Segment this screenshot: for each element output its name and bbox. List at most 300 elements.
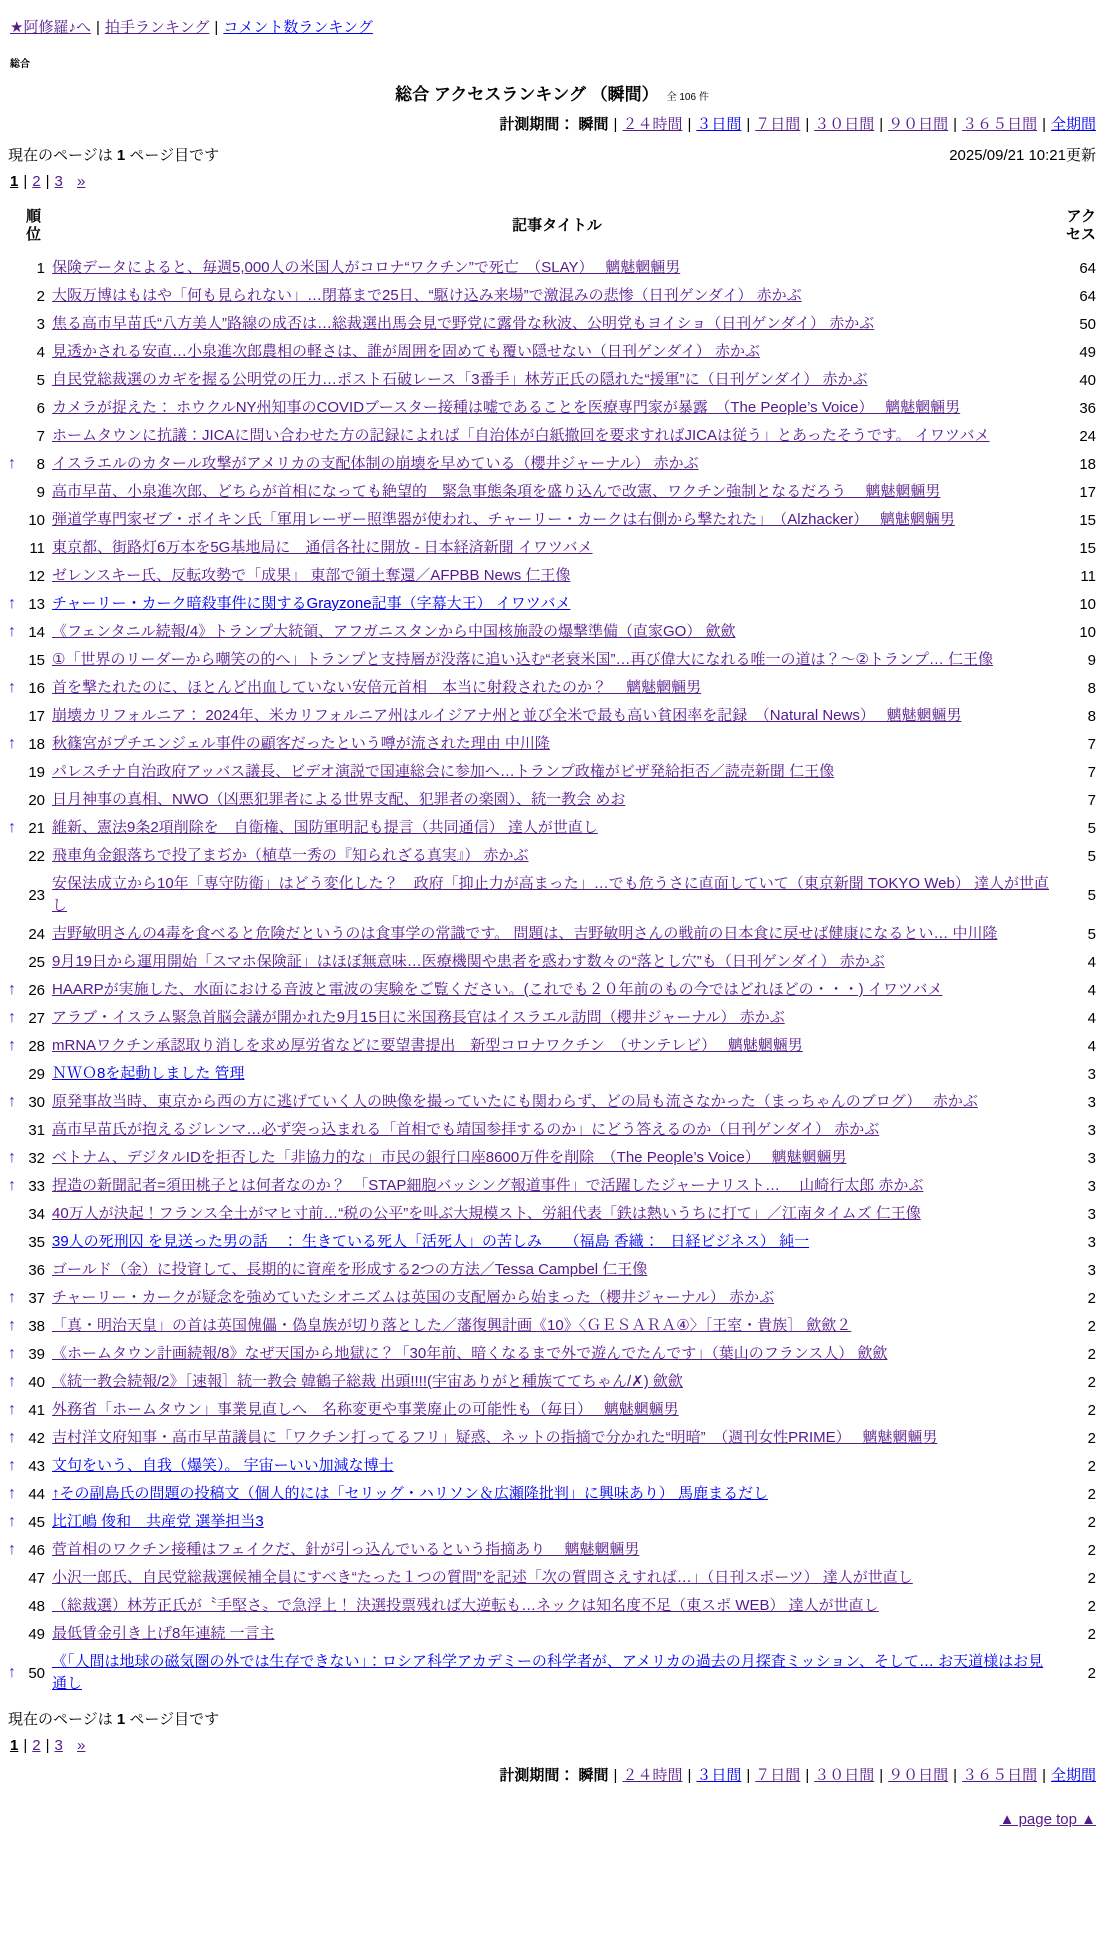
access-count: 24 [1079,427,1096,445]
rank-up-cell [8,786,26,814]
article-link[interactable]: ゴールド（金）に投資して、長期的に資産を形成する2つの方法／Tessa Campbel 仁王像 [52,1261,648,1278]
article-link[interactable]: 飛車角金銀落ちで投了まぢか（植草一秀の『知られざる真実』） 赤かぶ [52,847,529,864]
access-count: 2 [1087,1664,1096,1682]
access-count: 3 [1087,1261,1096,1279]
page-heading [8,80,1096,105]
separator [68,1737,72,1754]
ranking-row [8,1004,1096,1032]
pagination-top [10,173,1096,190]
article-link[interactable]: ＮＷＯ8を起動しました 管理 [52,1065,245,1082]
separator [68,173,72,190]
rank-up-cell [8,254,26,282]
rank-up-cell [8,1508,26,1536]
rank-up-cell [8,1060,26,1088]
ranking-row [8,758,1096,786]
page-status-bottom [8,1708,1096,1729]
rank-number: 31 [28,1121,45,1139]
article-link[interactable]: ベトナム、デジタルIDを拒否した「非協力的な」市民の銀行口座8600万件を削除 （The People’s Voice） 魑魅魍魎男 [52,1149,847,1166]
access-count: 2 [1087,1597,1096,1615]
rank-up-cell [8,948,26,976]
ranking-row [8,394,1096,422]
nav-link[interactable]: 拍手ランキング [104,19,210,36]
article-title-cell [52,976,1062,1004]
rank-up-cell [8,1424,26,1452]
article-title-cell [52,870,1062,920]
rank-up-cell [8,1004,26,1032]
rank-up-cell [8,1648,26,1698]
period-link[interactable]: ３日間 [696,116,742,133]
article-link[interactable]: 弾道学専門家ゼブ・ボイキン氏「軍用レーザー照準器が使われ、チャーリー・カークは右側から撃たれた」 （Alzhacker） 魑魅魍魎男 [52,511,955,528]
article-title-cell [52,1592,1062,1620]
nav-link[interactable]: ★阿修羅♪へ [10,19,91,36]
up-arrow-icon: ↑ [8,1401,16,1418]
ranking-row [8,730,1096,758]
arrow-column-spacer [8,200,26,254]
period-link[interactable]: ７日間 [755,116,801,133]
article-title-cell [52,1564,1062,1592]
article-link[interactable]: 日月神事の真相、NWO（凶悪犯罪者による世界支配、犯罪者の楽園）、統一教会 めお [52,791,626,808]
separator: | [746,1767,751,1784]
rank-up-cell [8,1368,26,1396]
access-count: 7 [1087,791,1096,809]
rank-up-cell [8,1200,26,1228]
rank-number: 46 [28,1541,45,1559]
article-title-cell [52,534,1062,562]
access-count: 3 [1087,1177,1096,1195]
up-arrow-icon: ↑ [8,595,16,612]
nav-link[interactable]: コメント数ランキング [223,19,373,36]
rank-number: 17 [28,707,45,725]
article-title-cell [52,562,1062,590]
article-link[interactable]: 大阪万博はもはや「何も見られない」…閉幕まで25日、“駆け込み来場”で激混みの悲惨（日刊ゲンダイ） 赤かぶ [52,287,802,304]
article-title-cell [52,1256,1062,1284]
period-link[interactable]: ３日間 [696,1767,742,1784]
article-title-cell [52,338,1062,366]
rank-up-cell [8,1536,26,1564]
ranking-row [8,842,1096,870]
pagination-current-page: 1 [10,1737,19,1754]
article-link[interactable]: 秋篠宮がプチエンジェル事件の顧客だったという噂が流された理由 中川隆 [52,735,550,752]
rank-number: 26 [28,981,45,999]
ranking-row [8,1396,1096,1424]
article-link[interactable]: 比江嶋 俊和 共産党 選挙担当3 [52,1513,264,1530]
up-arrow-icon: ↑ [8,1373,16,1390]
period-link[interactable]: ３０日間 [814,1767,875,1784]
article-link[interactable]: 《フェンタニル続報/4》トランプ大統領、アフガニスタンから中国核施設の爆撃準備（直家GO） 歛歛 [52,623,736,640]
pagination-page-link[interactable]: 3 [54,173,63,190]
separator: | [613,1767,618,1784]
access-count: 2 [1087,1345,1096,1363]
separator: | [45,1737,50,1754]
article-title-cell [52,1144,1062,1172]
access-count: 49 [1079,343,1096,361]
access-count: 5 [1087,847,1096,865]
separator: | [23,1737,28,1754]
separator: | [805,1767,810,1784]
article-title-cell [52,1116,1062,1144]
access-count: 40 [1079,371,1096,389]
page-title: 総合 アクセスランキング （瞬間） [395,85,659,104]
article-title-cell [52,842,1062,870]
access-count: 2 [1087,1401,1096,1419]
article-link[interactable]: 焦る高市早苗氏“八方美人”路線の成否は…総裁選出馬会見で野党に露骨な秋波、公明党もヨイショ（日刊ゲンダイ） 赤かぶ [52,315,875,332]
rank-up-cell [8,506,26,534]
article-link[interactable]: 安保法成立から10年「専守防衛」はどう変化した？ 政府「抑止力が高まった」…でも危うさに直面していて（東京新聞 TOKYO Web） 達人が世直し [52,875,1050,914]
access-count: 15 [1079,539,1096,557]
article-link[interactable]: パレスチナ自治政府アッバス議長、ビデオ演説で国連総会に参加へ…トランプ政権がビザ発給拒否／読売新聞 仁王像 [52,763,835,780]
ranking-row [8,1312,1096,1340]
access-count: 4 [1087,1009,1096,1027]
ranking-row [8,1088,1096,1116]
article-link[interactable]: 《統一教会続報/2》［速報］統一教会 韓鶴子総裁 出頭!!!!(宇宙ありがと種族ててちゃん/✗) 歛歛 [52,1373,683,1390]
ranking-row [8,1116,1096,1144]
ranking-row [8,506,1096,534]
article-title-cell [52,646,1062,674]
article-title-cell [52,1396,1062,1424]
article-title-cell [52,1340,1062,1368]
article-title-cell [52,618,1062,646]
rank-up-cell [8,1256,26,1284]
rank-number: 45 [28,1513,45,1531]
rank-number: 49 [28,1625,45,1643]
rank-up-cell [8,870,26,920]
page-top-link[interactable]: ▲ page top ▲ [999,1811,1096,1828]
separator: | [687,116,692,133]
up-arrow-icon: ↑ [8,1289,16,1306]
article-title-cell [52,674,1062,702]
rank-number: 22 [28,847,45,865]
article-title-cell [52,366,1062,394]
period-bar-top [8,113,1096,134]
access-count: 64 [1079,259,1096,277]
rank-up-cell [8,1480,26,1508]
article-link[interactable]: 菅首相のワクチン接種はフェイクだ、針が引っ込んでいるという指摘あり 魑魅魍魎男 [52,1541,640,1558]
article-title-cell [52,1536,1062,1564]
article-title-cell [52,1004,1062,1032]
ranking-row [8,562,1096,590]
ranking-row [8,254,1096,282]
rank-number: 20 [28,791,45,809]
article-link[interactable]: 文句をいう、自我（爆笑）。 宇宙ーいい加減な博士 [52,1457,394,1474]
up-arrow-icon: ↑ [8,1429,16,1446]
article-title-cell [52,450,1062,478]
pagination-next-link[interactable]: » [77,173,86,190]
ranking-row [8,1032,1096,1060]
ranking-table [8,200,1096,1698]
rank-up-cell [8,618,26,646]
article-title-cell [52,1284,1062,1312]
rank-number: 4 [36,343,45,361]
article-title-cell [52,590,1062,618]
access-count: 50 [1079,315,1096,333]
ranking-row [8,1592,1096,1620]
article-link[interactable]: イスラエルのカタール攻撃がアメリカの支配体制の崩壊を早めている（櫻井ジャーナル） 赤かぶ [52,455,699,472]
article-title-cell [52,1508,1062,1536]
rank-number: 14 [28,623,45,641]
up-arrow-icon: ↑ [8,1513,16,1530]
ranking-row [8,1564,1096,1592]
article-title-cell [52,1032,1062,1060]
rank-number: 32 [28,1149,45,1167]
rank-number: 3 [36,315,45,333]
ranking-row [8,282,1096,310]
rank-number: 1 [36,259,45,277]
up-arrow-icon: ↑ [8,1485,16,1502]
article-link[interactable]: 高市早苗氏が抱えるジレンマ…必ず突っ込まれる「首相でも靖国参拝するのか」にどう答えるのか（日刊ゲンダイ） 赤かぶ [52,1121,880,1138]
separator: | [1042,116,1046,133]
ranking-row [8,366,1096,394]
pagination-next-link[interactable]: » [77,1737,86,1754]
article-link[interactable]: 捏造の新聞記者=須田桃子とは何者なのか？ 「STAP細胞バッシング報道事件」で活躍したジャーナリスト… 山崎行太郎 赤かぶ [52,1177,924,1194]
rank-number: 41 [28,1401,45,1419]
up-arrow-icon: ↑ [8,1541,16,1558]
article-link[interactable]: ゼレンスキー氏、反転攻勢で「成果」 東部で領土奪還／AFPBB News 仁王像 [52,567,571,584]
rank-number: 38 [28,1317,45,1335]
access-count: 7 [1087,735,1096,753]
up-arrow-icon: ↑ [8,623,16,640]
article-link[interactable]: ↑その副島氏の問題の投稿文（個人的には「セリッグ・ハリソン＆広瀬隆批判」に興味あり） 馬鹿まるだし [52,1485,769,1502]
rank-up-cell [8,1116,26,1144]
rank-up-cell [8,976,26,1004]
period-label: 計測期間： [499,1767,579,1784]
access-count: 2 [1087,1457,1096,1475]
ranking-row [8,1480,1096,1508]
pagination-current-page: 1 [10,173,19,190]
ranking-row [8,1200,1096,1228]
ranking-row [8,976,1096,1004]
separator: | [45,173,50,190]
article-link[interactable]: 小沢一郎氏、自民党総裁選候補全員にすべき“たった１つの質問”を記述「次の質問さえすれば…」（日刊スポーツ） 達人が世直し [52,1569,913,1586]
article-link[interactable]: 自民党総裁選のカギを握る公明党の圧力…ポスト石破レース「3番手」林芳正氏の隠れた“援軍”に（日刊ゲンダイ） 赤かぶ [52,371,868,388]
access-count: 3 [1087,1149,1096,1167]
rank-up-cell [8,394,26,422]
rank-up-cell [8,730,26,758]
article-link[interactable]: 吉野敏明さんの4毒を食べると危険だというのは食事学の常識です。 問題は、吉野敏明さんの戦前の日本食に戻せば健康になるとい… 中川隆 [52,925,998,942]
rank-number: 16 [28,679,45,697]
article-title-cell [52,254,1062,282]
rank-number: 8 [36,455,45,473]
article-title-cell [52,1200,1062,1228]
ranking-row [8,870,1096,920]
ranking-row [8,422,1096,450]
article-link[interactable]: ホームタウンに抗議：JICAに問い合わせた方の記録によれば「自治体が白紙撤回を要求すればJICAは従う」とあったそうです。 イワツバメ [52,427,990,444]
article-title-cell [52,702,1062,730]
access-count: 3 [1087,1233,1096,1251]
pagination-page-link[interactable]: 3 [54,1737,63,1754]
period-link[interactable]: ３６５日間 [962,1767,1038,1784]
article-link[interactable]: HAARPが実施した、水面における音波と電波の実験をご覧ください。(これでも２０年前のもの今ではどれほどの・・・) イワツバメ [52,981,943,998]
ranking-row [8,702,1096,730]
period-link[interactable]: 全期間 [1050,1767,1096,1784]
article-link[interactable]: 高市早苗、小泉進次郎、どちらが首相になっても絶望的 緊急事態条項を盛り込んで改憲、ワクチン強制となるだろう 魑魅魍魎男 [52,483,941,500]
access-count: 3 [1087,1065,1096,1083]
article-link[interactable]: 見透かされる安直…小泉進次郎農相の軽さは、誰が周囲を固めても覆い隠せない（日刊ゲンダイ） 赤かぶ [52,343,760,360]
access-count: 9 [1087,651,1096,669]
rank-number: 29 [28,1065,45,1083]
period-label: 計測期間： [499,116,579,133]
ranking-row [8,1508,1096,1536]
up-arrow-icon: ↑ [8,735,16,752]
access-count: 4 [1087,953,1096,971]
article-link[interactable]: 首を撃たれたのに、ほとんど出血していない安倍元首相 本当に射殺されたのか？ 魑魅魍魎男 [52,679,702,696]
pagination-page-link[interactable]: 2 [32,173,41,190]
article-title-cell [52,1172,1062,1200]
article-title-cell [52,948,1062,976]
period-link[interactable]: ９０日間 [888,1767,949,1784]
article-link[interactable]: mRNAワクチン承認取り消しを求め厚労省などに要望書提出 新型コロナワクチン （サンテレビ） 魑魅魍魎男 [52,1037,803,1054]
rank-number: 15 [28,651,45,669]
rank-number: 36 [28,1261,45,1279]
rank-number: 48 [28,1597,45,1615]
up-arrow-icon: ↑ [8,981,16,998]
article-title-cell [52,1312,1062,1340]
article-title-cell [52,1088,1062,1116]
access-count: 3 [1087,1093,1096,1111]
rank-up-cell [8,814,26,842]
rank-number: 21 [28,819,45,837]
period-link[interactable]: ７日間 [755,1767,801,1784]
ranking-row [8,674,1096,702]
article-link[interactable]: 保険データによると、毎週5,000人の米国人がコロナ“ワクチン”で死亡 （SLAY） 魑魅魍魎男 [52,259,681,276]
pagination-page-link[interactable]: 2 [32,1737,41,1754]
access-count: 18 [1079,455,1096,473]
separator: | [879,1767,884,1784]
period-link[interactable]: ２４時間 [622,1767,683,1784]
ranking-row [8,534,1096,562]
article-link[interactable]: チャーリー・カークが疑念を強めていたシオニズムは英国の支配層から始まった（櫻井ジャーナル） 赤かぶ [52,1289,775,1306]
rank-up-cell [8,1088,26,1116]
access-count: 10 [1079,623,1096,641]
rank-number: 25 [28,953,45,971]
rank-up-cell [8,1340,26,1368]
period-link[interactable]: 全期間 [1050,116,1096,133]
access-count: 8 [1087,679,1096,697]
rank-number: 28 [28,1037,45,1055]
period-current: 瞬間 [578,1767,609,1784]
rank-up-cell [8,842,26,870]
ranking-row [8,310,1096,338]
article-title-cell [52,814,1062,842]
period-current: 瞬間 [578,116,609,133]
rank-number: 7 [36,427,45,445]
pagination-bottom [10,1737,1096,1754]
article-link[interactable]: 東京都、街路灯6万本を5G基地局に 通信各社に開放 - 日本経済新聞 イワツバメ [52,539,593,556]
ranking-row [8,1452,1096,1480]
up-arrow-icon: ↑ [8,1009,16,1026]
separator: | [1042,1767,1046,1784]
access-count: 2 [1087,1569,1096,1587]
article-link[interactable]: カメラが捉えた： ホウクルNY州知事のCOVIDブースター接種は嘘であることを医療専門家が暴露 （The People’s Voice） 魑魅魍魎男 [52,399,961,416]
rank-up-cell [8,366,26,394]
rank-number: 33 [28,1177,45,1195]
period-link[interactable]: ２４時間 [622,116,683,133]
article-link[interactable]: 《ホームタウン計画続報/8》なぜ天国から地獄に？「30年前、暗くなるまで外で遊んでたんです」（葉山のフランス人） 歛歛 [52,1345,888,1362]
ranking-row [8,920,1096,948]
access-count: 8 [1087,707,1096,725]
rank-up-cell [8,1396,26,1424]
ranking-row [8,1536,1096,1564]
rank-number: 34 [28,1205,45,1223]
article-link[interactable]: 《「人間は地球の磁気圏の外では生存できない」：ロシア科学アカデミーの科学者が、アメリカの過去の月探査ミッション、そして… お天道様はお見通し [52,1653,1044,1692]
article-link[interactable]: チャーリー・カーク暗殺事件に関するGrayzone記事（字幕大王） イワツバメ [52,595,571,612]
up-arrow-icon: ↑ [8,1149,16,1166]
article-link[interactable]: 9月19日から運用開始「スマホ保険証」はほぼ無意味…医療機関や患者を惑わす数々の“落とし穴”も（日刊ゲンダイ） 赤かぶ [52,953,885,970]
article-link[interactable]: 維新、憲法9条2項削除を 自衛権、国防軍明記も提言（共同通信） 達人が世直し [52,819,598,836]
article-link[interactable]: 吉村洋文府知事・高市早苗議員に「ワクチン打ってるフリ」疑惑、ネットの指摘で分かれた“明暗” （週刊女性PRIME） 魑魅魍魎男 [52,1429,938,1446]
rank-number: 24 [28,925,45,943]
article-link[interactable]: アラブ・イスラム緊急首脳会議が開かれた9月15日に米国務長官はイスラエル訪問（櫻井ジャーナル） 赤かぶ [52,1009,785,1026]
access-count: 4 [1087,981,1096,999]
page-status-number: 1 [116,147,126,164]
rank-up-cell [8,702,26,730]
access-count: 2 [1087,1289,1096,1307]
period-link[interactable]: ９０日間 [888,116,949,133]
status-row [8,144,1096,165]
article-link[interactable]: 崩壊カリフォルニア： 2024年、米カリフォルニア州はルイジアナ州と並び全米で最も高い貧困率を記録 （Natural News） 魑魅魍魎男 [52,707,962,724]
column-header-rank: 順位 [26,208,42,243]
page-status-prefix: 現在のページは [8,147,117,164]
article-link[interactable]: ①「世界のリーダーから嘲笑の的へ」トランプと支持層が没落に追い込む“老衰米国”…再び偉大になれる唯一の道は？～②トランプ… 仁王像 [52,651,994,668]
up-arrow-icon: ↑ [8,1317,16,1334]
access-count: 11 [1080,567,1096,585]
article-title-cell [52,1424,1062,1452]
separator: | [805,116,810,133]
access-count: 36 [1079,399,1096,417]
ranking-row [8,618,1096,646]
ranking-row [8,814,1096,842]
access-count: 17 [1079,483,1096,501]
rank-number: 23 [28,886,45,904]
up-arrow-icon: ↑ [8,1457,16,1474]
rank-number: 47 [28,1569,45,1587]
article-link[interactable]: （総裁選）林芳正氏が〝手堅さ〟で急浮上！ 決選投票残れば大逆転も…ネックは知名度不足（東スポ WEB） 達人が世直し [52,1597,879,1614]
separator: | [214,19,219,36]
article-link[interactable]: 最低賃金引き上げ8年連続 一言主 [52,1625,275,1642]
article-title-cell [52,282,1062,310]
article-link[interactable]: 39人の死刑囚 を見送った男の話 ： 生きている死人「活死人」の苦しみ （福島 香織 ： 日経ビジネス） 純一 [52,1233,810,1250]
access-count: 64 [1079,287,1096,305]
article-title-cell [52,422,1062,450]
access-count: 2 [1087,1373,1096,1391]
rank-up-cell [8,450,26,478]
up-arrow-icon: ↑ [8,455,16,472]
separator: | [687,1767,692,1784]
article-link[interactable]: 40万人が決起！フランス全土がマヒ寸前…“税の公平”を叫ぶ大規模スト、労組代表「鉄は熱いうちに打て」／江南タイムズ 仁王像 [52,1205,921,1222]
rank-number: 6 [36,399,45,417]
article-link[interactable]: 外務省「ホームタウン」事業見直しへ 名称変更や事業廃止の可能性も（毎日） 魑魅魍魎男 [52,1401,679,1418]
period-link[interactable]: ３０日間 [814,116,875,133]
rank-up-cell [8,1172,26,1200]
article-link[interactable]: 原発事故当時、東京から西の方に逃げていく人の映像を撮っていたにも関わらず、どの局も流さなかった（まっちゃんのブログ） 赤かぶ [52,1093,978,1110]
rank-up-cell [8,338,26,366]
access-count: 5 [1087,819,1096,837]
separator: | [95,19,100,36]
access-count: 2 [1087,1625,1096,1643]
rank-up-cell [8,646,26,674]
period-link[interactable]: ３６５日間 [962,116,1038,133]
rank-up-cell [8,1592,26,1620]
ranking-row [8,646,1096,674]
ranking-row [8,1620,1096,1648]
article-title-cell [52,730,1062,758]
rank-up-cell [8,562,26,590]
access-count: 2 [1087,1513,1096,1531]
page-status [8,144,219,165]
article-link[interactable]: 「真・明治天皇」の首は英国傀儡・偽皇族が切り落とした／藩復興計画《10》〈ＧＥＳＡＲＡ④〉［王室・貴族］ 歛歛２ [52,1317,852,1334]
article-title-cell [52,1648,1062,1698]
ranking-row [8,1648,1096,1698]
rank-number: 10 [28,511,45,529]
